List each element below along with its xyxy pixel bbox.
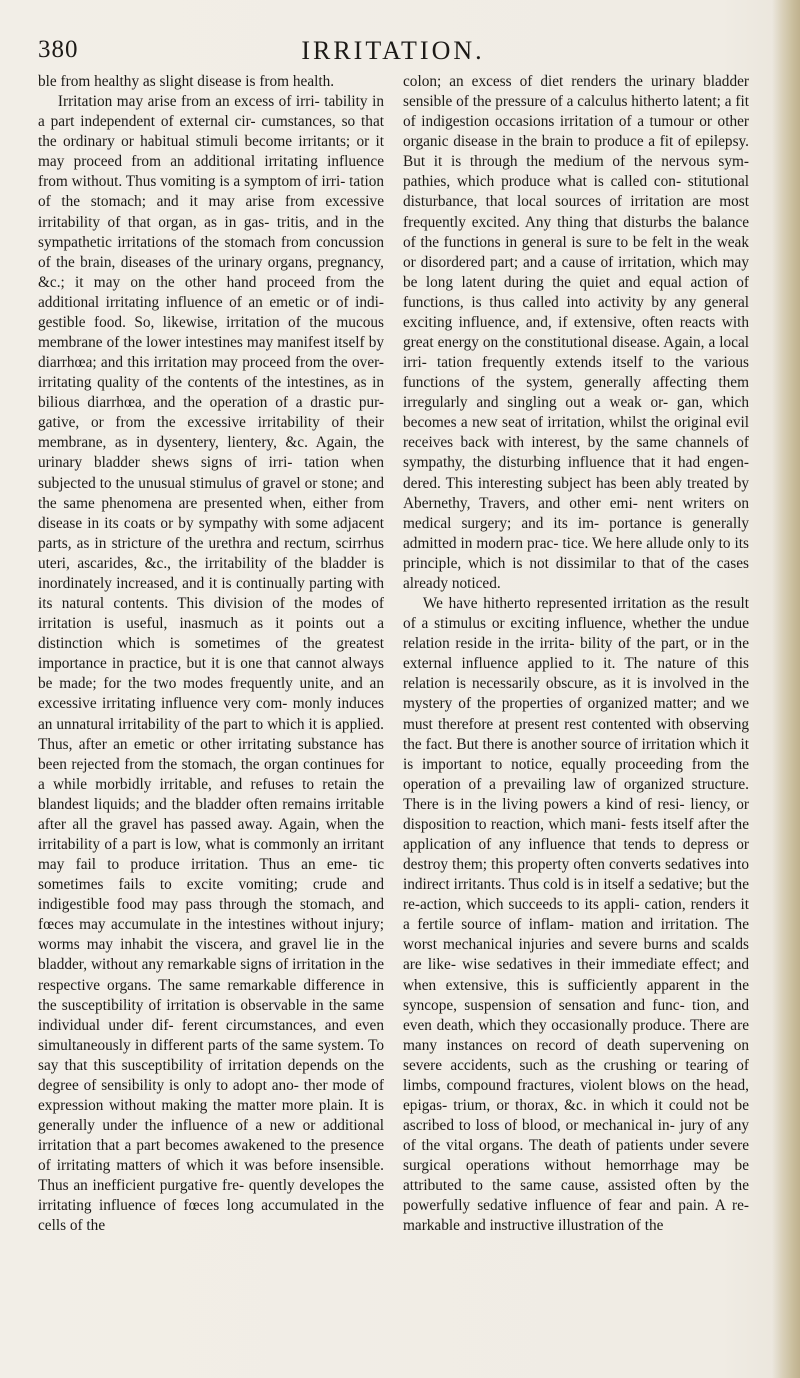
paragraph: We have hitherto represented irritation as the result of a stimulus or exciting influence, whether the undue relation reside in the irrita- bility of the part, or in the external influence applied to it. The nature of this relation is necessarily obscure, as it is involved in the mystery of the properties of organized matter; and we must therefore at present rest contented with observing the fact. But there is another source of irritation which it is important to notice, equally proceeding from the operation of a prevailing law of organized structure. There is in the living powers a kind of resi- liency, or disposition to reaction, which mani- fests itself after the application of any influence that tends to depress or destroy them; this property often converts sedatives into indirect irritants. Thus cold is in itself a sedative; but the re-action, which succeeds to its appli- cation, renders it a fertile source of inflam- mation and irritation. The worst mechanical injuries and severe burns and scalds are like- wise sedatives in their immediate effect; and when extensive, this is sufficiently apparent in the syncope, suspension of sensation and func- tion, and even death, which they occasionally produce. There are many instances on record of death supervening on severe accidents, such as the crushing or tearing of limbs, compound fractures, violent blows on the head, epigas- trium, or thorax, &c. in which it could not be ascribed to loss of blood, or mechanical in- jury of any of the vital organs. The death of patients under severe surgical operations without hemorrhage may be attributed to the same cause, assisted often by the powerfully sedative influence of fear and pain. A re- markable and instructive illustration of the: [403, 595, 749, 1235]
paragraph: colon; an excess of diet renders the urinary bladder sensible of the pressure of a calculus hitherto latent; a fit of indigestion occasions irritation of a tumour or other organic disease in the brain to produce a fit of epilepsy. But it is through the medium of the nervous sym- pathies, which produce what is called con- stitutional disturbance, that local sources of irritation are most frequently excited. Any thing that disturbs the balance of the functions in general is sure to be felt in the weak or disordered part; and a cause of irritation, which may be long latent during the quiet and equal action of functions, is thus called into activity by any general exciting influence, and, if extensive, often reacts with great energy on the constitutional disease. Again, a local irri- tation frequently extends itself to the various functions of the system, generally affecting them irregularly and singling out a weak or- gan, which becomes a new seat of irritation, whilst the original evil receives back with interest, by the same channels of sympathy, the disturbing influence that it had engen- dered. This interesting subject has been ably treated by Abernethy, Travers, and other emi- nent writers on medical surgery; and its im- portance is generally admitted in modern prac- tice. We here allude only to its principle, which is not dissimilar to that of the cases already noticed.: [403, 73, 749, 592]
paragraph: Irritation may arise from an excess of irri- tability in a part independent of external cir- cumstances, so that the ordinary or habitual stimuli become irritants; or it may proceed from an additional irritating influence from without. Thus vomiting is a symptom of irri- tation of the stomach; and it may arise from excessive irritability of that organ, as in gas- tritis, and in the sympathetic irritations of the stomach from concussion of the brain, diseases of the urinary organs, pregnancy, &c.; it may on the other hand proceed from the additional irritating influence of an emetic or of indi- gestible food. So, likewise, irritation of the mucous membrane of the lower intestines may manifest itself by diarrhœa; and this irritation may proceed from the over-irritating quality of the contents of the intestines, as in bilious diarrhœa, and the operation of a drastic pur- gative, or from the excessive irritability of their membrane, as in dysentery, lientery, &c. Again, the urinary bladder shews signs of irri- tation when subjected to the unusual stimulus of gravel or stone; and the same phenomena are presented when, either from disease in its coats or by sympathy with some adjacent parts, as in stricture of the urethra and rectum, scirrhus uteri, ascarides, &c., the irritability of the bladder is inordinately increased, and it is continually parting with its natural contents. This division of the modes of irritation is useful, inasmuch as it points out a distinction which is sometimes of the greatest importance in practice, but it is one that cannot always be made; for the two modes frequently unite, and an excessive irritating influence very com- monly induces an unnatural irritability of the part to which it is applied. Thus, after an emetic or other irritating substance has been rejected from the stomach, the organ continues for a while morbidly irritable, and refuses to retain the blandest liquids; and the bladder often remains irritable after all the gravel has passed away. Again, when the irritability of a part is low, what is commonly an irritant may fail to produce irritation. Thus an eme- tic sometimes fails to excite vomiting; crude and indigestible food may pass through the stomach, and fœces may accumulate in the intestines without injury; worms may inhabit the viscera, and gravel lie in the bladder, without any remarkable signs of irritation in the respective organs. The same remarkable difference in the susceptibility of irritation is observable in the same individual under dif- ferent circumstances, and even simultaneously in different parts of the same system. To say that this susceptibility of irritation depends on the degree of sensibility is only to adopt ano- ther mode of expression without making the matter more plain. It is generally under the influence of a new or additional irritation that a part becomes awakened to the presence of irritating matters of which it was before insensible. Thus an inefficient purgative fre- quently developes the irritating influence of fœces long accumulated in the cells of the: [38, 93, 384, 1235]
left-column: [38, 72, 384, 1237]
paragraph: ble from healthy as slight disease is from health.: [38, 73, 335, 90]
page-edge: [772, 0, 800, 1378]
right-column: [403, 72, 749, 1237]
running-title: IRRITATION.: [301, 36, 485, 65]
page-number: 380: [38, 36, 79, 63]
page-header: [38, 36, 748, 66]
